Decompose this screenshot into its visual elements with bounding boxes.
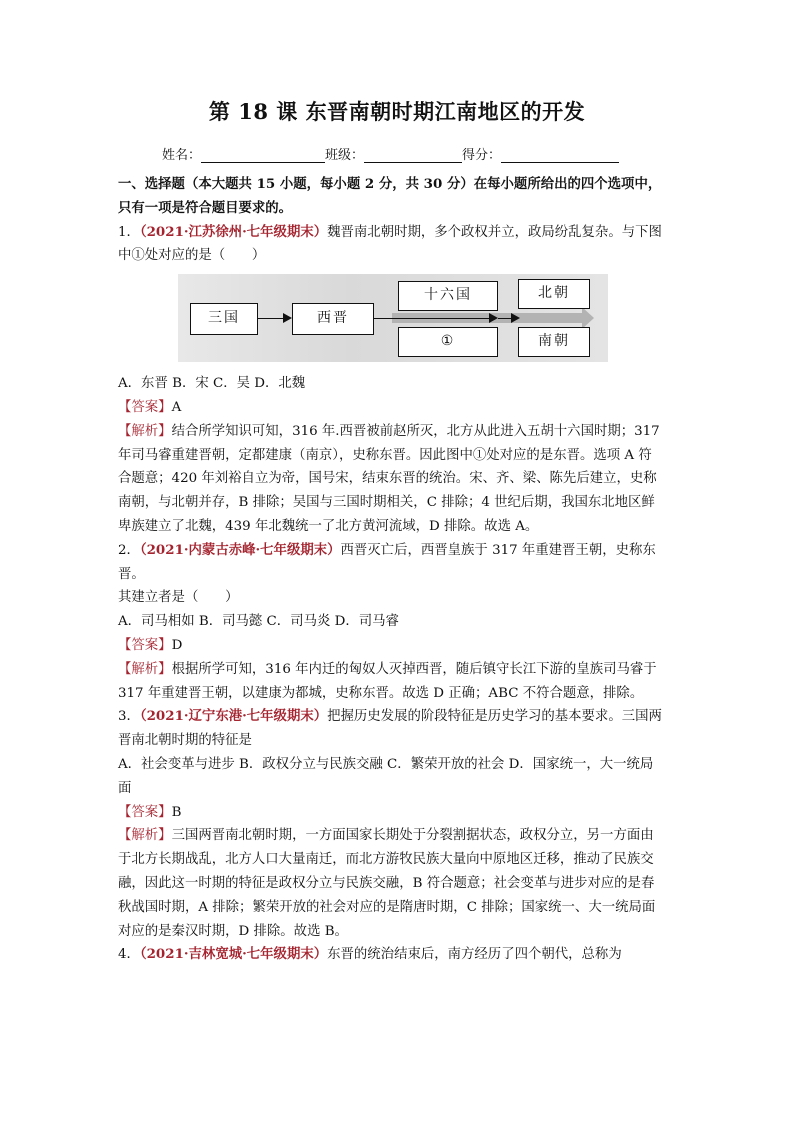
q4-stem — [118, 943, 678, 967]
q3-analysis-line-3: 秋战国时期，A 排除；繁荣开放的社会对应的是隋唐时期，C 排除；国家统一、大一统局面 — [118, 899, 656, 915]
q1-analysis-line-1: 年司马睿重建晋朝，定都建康（南京），史称东晋。因此图中①处对应的是东晋。选项 A 符 — [118, 447, 652, 463]
q1-diagram — [118, 270, 678, 368]
page-title: 第 18 课 东晋南朝时期江南地区的开发 — [208, 99, 586, 124]
box-xijin: 西晋 — [292, 303, 374, 335]
q4-source: （2021·吉林宽城·七年级期末） — [139, 946, 328, 963]
q3-stem — [118, 705, 678, 729]
q1-stem-a: 魏晋南北朝时期，多个政权并立，政局纷乱复杂。与下图 — [327, 224, 662, 240]
q1-answer-value: A — [171, 399, 182, 415]
class-label: 班级： — [325, 148, 365, 163]
q3-stem-b: 晋南北朝时期的特征是 — [118, 733, 252, 749]
q2-stem — [118, 539, 678, 587]
q1-options: A．东晋 B．宋 C．吴 D．北魏 — [118, 376, 306, 392]
q2-analysis-tag: 【解析】 — [118, 661, 172, 677]
q3-analysis-line-0 — [118, 824, 678, 848]
q1-analysis-line-3: 南朝，与北朝并存，B 排除；吴国与三国时期相关，C 排除；4 世纪后期，我国东北地区鲜 — [118, 495, 655, 511]
box-nanchao: 南朝 — [518, 327, 590, 357]
q2-stem-a: 西晋灭亡后，西晋皇族于 317 年重建晋王朝，史称东晋。 — [118, 542, 656, 582]
q3-analysis-line-4: 对应的是秦汉时期，D 排除。故选 B。 — [118, 923, 348, 939]
q2-source: （2021·内蒙古赤峰·七年级期末） — [139, 541, 341, 558]
name-blank[interactable] — [201, 148, 325, 163]
q3-answer — [118, 801, 678, 825]
q4-number: 4． — [118, 947, 140, 963]
box-beichao: 北朝 — [518, 279, 590, 309]
q3-analysis-text-0: 三国两晋南北朝时期，一方面国家长期处于分裂割据状态，政权分立，另一方面由 — [171, 828, 654, 844]
q1-analysis-tag: 【解析】 — [118, 423, 172, 439]
student-info-line — [162, 144, 619, 163]
box-shiliuguo: 十六国 — [398, 281, 498, 311]
q2-answer — [118, 634, 678, 658]
q3-number: 3． — [118, 709, 140, 725]
q1-analysis-text-0: 结合所学知识可知，316 年.西晋被前赵所灭，北方从此进入五胡十六国时期；317 — [171, 423, 660, 439]
score-label: 得分： — [462, 148, 502, 163]
q2-stem-b: 其建立者是（ ） — [118, 590, 239, 606]
section-heading-line1: 一、选择题（本大题共 15 小题，每小题 2 分，共 30 分）在每小题所给出的四个选项中， — [118, 176, 662, 192]
q1-answer-tag: 【答案】 — [118, 399, 172, 415]
question-content — [118, 173, 678, 967]
q3-analysis-line-1: 于北方长期战乱，北方人口大量南迁，而北方游牧民族大量向中原地区迁移，推动了民族交 — [118, 852, 654, 868]
box-sanguo: 三国 — [190, 303, 258, 335]
q1-stem — [118, 221, 678, 245]
q3-analysis-line-2: 融，因此这一时期的特征是政权分立与民族交融，B 符合题意；社会变革与进步对应的是春 — [118, 875, 655, 891]
q3-options-b: 面 — [118, 780, 132, 796]
q1-answer — [118, 396, 678, 420]
q3-source: （2021·辽宁东港·七年级期末） — [139, 708, 328, 725]
q2-answer-tag: 【答案】 — [118, 637, 172, 653]
q2-analysis-line-0 — [118, 658, 678, 682]
q3-answer-value: B — [171, 804, 182, 820]
q1-source: （2021·江苏徐州·七年级期末） — [139, 223, 328, 240]
q2-options: A．司马相如 B．司马懿 C．司马炎 D．司马睿 — [118, 614, 399, 630]
q2-answer-value: D — [171, 637, 183, 653]
q1-number: 1． — [118, 224, 140, 240]
score-blank[interactable] — [501, 148, 619, 163]
arrow-2 — [374, 318, 496, 319]
arrow-1 — [258, 318, 290, 319]
box-blank-1: ① — [398, 327, 498, 357]
q2-number: 2． — [118, 542, 140, 558]
q1-stem-b: 中①处对应的是（ ） — [118, 248, 266, 264]
q3-stem-a: 把握历史发展的阶段特征是历史学习的基本要求。三国两 — [327, 709, 662, 725]
q2-analysis-text-0: 根据所学可知，316 年内迁的匈奴人灭掉西晋，随后镇守长江下游的皇族司马睿于 — [171, 661, 657, 677]
q1-analysis-line-0 — [118, 420, 678, 444]
arrow-3 — [498, 318, 518, 319]
q4-stem-a: 东晋的统治结束后，南方经历了四个朝代，总称为 — [327, 947, 622, 963]
q2-analysis-line-1: 317 年重建晋王朝，以建康为都城，史称东晋。故选 D 正确；ABC 不符合题意，排除。 — [118, 685, 644, 701]
class-blank[interactable] — [364, 148, 462, 163]
q3-answer-tag: 【答案】 — [118, 804, 172, 820]
q1-analysis-line-2: 合题意；420 年刘裕自立为帝，国号宋，结束东晋的统治。宋、齐、梁、陈先后建立，史称 — [118, 471, 657, 487]
section-heading-line2: 只有一项是符合题目要求的。 — [118, 199, 293, 216]
q3-options-a: A．社会变革与进步 B．政权分立与民族交融 C．繁荣开放的社会 D．国家统一，大一统局 — [118, 756, 654, 772]
q1-analysis-line-4: 卑族建立了北魏，439 年北魏统一了北方黄河流域，D 排除。故选 A。 — [118, 518, 539, 534]
q3-analysis-tag: 【解析】 — [118, 828, 172, 844]
name-label: 姓名： — [162, 148, 202, 163]
